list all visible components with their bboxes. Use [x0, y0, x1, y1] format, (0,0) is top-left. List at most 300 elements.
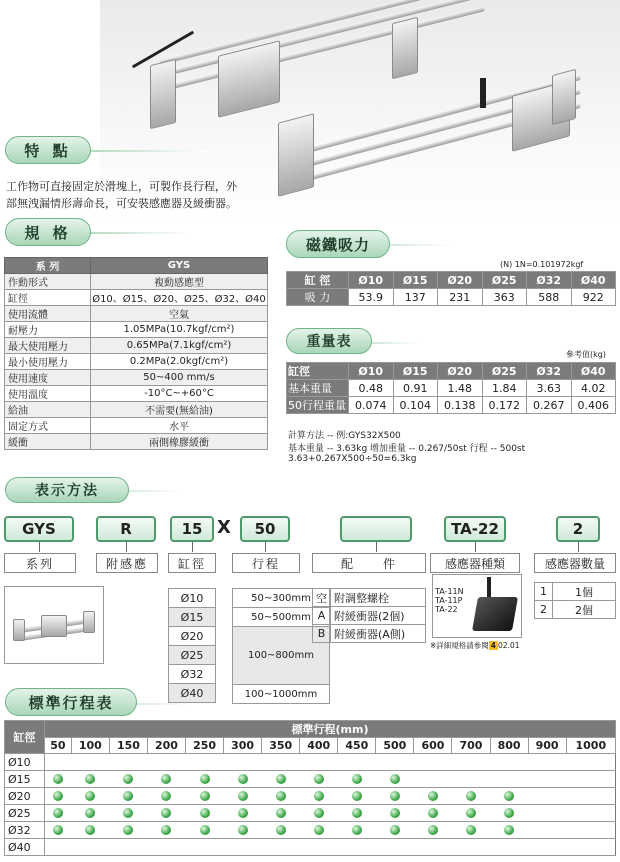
bore-option: Ø10	[169, 589, 216, 608]
weight-value: 1.48	[438, 380, 483, 397]
sensor-qty-desc: 1個	[553, 583, 616, 601]
stroke-cell	[452, 788, 490, 805]
weight-value: 0.074	[349, 397, 394, 414]
stroke-cell	[376, 788, 414, 805]
sensor-image	[432, 574, 522, 638]
stroke-cell	[452, 839, 490, 856]
accessory-row	[313, 625, 426, 643]
availability-dot-icon	[238, 825, 248, 835]
magnet-header-cell: Ø15	[393, 272, 438, 289]
weight-table	[286, 362, 616, 414]
stroke-cell	[300, 754, 338, 771]
specs-row	[5, 434, 268, 450]
stroke-cell	[147, 805, 185, 822]
stroke-cell	[490, 788, 528, 805]
specs-label: 固定方式	[5, 418, 91, 434]
weight-header-cell: Ø20	[438, 363, 483, 380]
stroke-row-bore: Ø32	[5, 822, 45, 839]
stroke-cell	[490, 822, 528, 839]
availability-dot-icon	[390, 791, 400, 801]
accessory-code: A	[313, 607, 331, 625]
availability-dot-icon	[466, 808, 476, 818]
stroke-cell	[414, 788, 452, 805]
specs-label: 耐壓力	[5, 322, 91, 338]
specs-value: 水平	[91, 418, 268, 434]
stroke-cell	[45, 805, 72, 822]
stroke-row-bore: Ø20	[5, 788, 45, 805]
weight-value: 0.267	[527, 397, 572, 414]
specs-row	[5, 370, 268, 386]
magnet-value: 231	[438, 289, 483, 306]
magnet-title: 磁鐵吸力	[286, 230, 390, 258]
stroke-row	[5, 839, 616, 856]
stroke-table-stroke-header: 標準行程(mm)	[45, 721, 616, 738]
specs-value: 複動感應型	[91, 274, 268, 290]
bore-options	[168, 588, 216, 703]
weight-title: 重量表	[286, 328, 372, 354]
features-title: 特 點	[5, 136, 91, 164]
availability-dot-icon	[504, 791, 514, 801]
weight-row-label: 基本重量	[287, 380, 349, 397]
bore-option: Ø20	[169, 627, 216, 646]
stroke-column: 600	[414, 738, 452, 754]
bore-option: Ø40	[169, 684, 216, 703]
availability-dot-icon	[85, 774, 95, 784]
availability-dot-icon	[352, 791, 362, 801]
stroke-cell	[71, 839, 109, 856]
stroke-cell	[224, 839, 262, 856]
stroke-cell	[414, 754, 452, 771]
stroke-cell	[109, 771, 147, 788]
stroke-table-title: 標準行程表	[5, 688, 137, 716]
specs-label: 最大使用壓力	[5, 338, 91, 354]
stroke-row	[5, 788, 616, 805]
availability-dot-icon	[276, 774, 286, 784]
stroke-cell	[224, 788, 262, 805]
stroke-column: 50	[45, 738, 72, 754]
accessory-row	[313, 607, 426, 625]
stroke-cell	[376, 771, 414, 788]
magnet-header-cell: Ø40	[571, 272, 616, 289]
accessory-desc: 附調整螺栓	[331, 589, 426, 607]
magnet-value: 137	[393, 289, 438, 306]
magnet-header-cell: Ø10	[349, 272, 394, 289]
stroke-cell	[376, 805, 414, 822]
sensor-model: TA-11P	[435, 596, 463, 605]
stroke-cell	[45, 822, 72, 839]
specs-label: 作動形式	[5, 274, 91, 290]
availability-dot-icon	[314, 825, 324, 835]
accessory-code: B	[313, 625, 331, 643]
availability-dot-icon	[53, 791, 63, 801]
code-stroke: 50	[240, 516, 290, 542]
stroke-column: 450	[338, 738, 376, 754]
availability-dot-icon	[161, 791, 171, 801]
code-series: GYS	[4, 516, 74, 542]
stroke-cell	[414, 822, 452, 839]
magnet-header-cell: Ø32	[527, 272, 572, 289]
stroke-cell	[147, 839, 185, 856]
specs-header-value: GYS	[91, 258, 268, 274]
stroke-cell	[338, 805, 376, 822]
stroke-cell	[109, 839, 147, 856]
stroke-cell	[414, 839, 452, 856]
bore-option: Ø25	[169, 646, 216, 665]
specs-label: 緩衝	[5, 434, 91, 450]
stroke-row-bore: Ø40	[5, 839, 45, 856]
specs-label: 給油	[5, 402, 91, 418]
stroke-cell	[186, 771, 224, 788]
availability-dot-icon	[200, 825, 210, 835]
stroke-column: 900	[528, 738, 566, 754]
stroke-cell	[528, 805, 566, 822]
specs-row	[5, 290, 268, 306]
availability-dot-icon	[352, 825, 362, 835]
stroke-range: 100~800mm	[233, 627, 330, 685]
stroke-cell	[186, 822, 224, 839]
weight-value: 0.406	[571, 397, 616, 414]
stroke-cell	[566, 771, 615, 788]
specs-value: 0.2MPa(2.0kgf/cm²)	[91, 354, 268, 370]
weight-calc-3: 3.63+0.267X500÷50=6.3kg	[288, 454, 417, 464]
weight-value: 0.172	[482, 397, 527, 414]
sensor-note-page-badge: 4	[490, 641, 497, 650]
stroke-cell	[109, 822, 147, 839]
stroke-cell	[490, 754, 528, 771]
stroke-column: 250	[186, 738, 224, 754]
code-x: X	[217, 517, 231, 538]
accessory-desc: 附緩衝器(2個)	[331, 607, 426, 625]
availability-dot-icon	[161, 808, 171, 818]
specs-value: 50~400 mm/s	[91, 370, 268, 386]
availability-dot-icon	[53, 808, 63, 818]
stroke-cell	[224, 805, 262, 822]
features-text-1: 工作物可直接固定於滑塊上，可製作長行程，外	[6, 180, 237, 193]
stroke-cell	[45, 788, 72, 805]
stroke-column: 800	[490, 738, 528, 754]
availability-dot-icon	[85, 825, 95, 835]
bore-option: Ø15	[169, 608, 216, 627]
availability-dot-icon	[123, 808, 133, 818]
sensor-model: TA-22	[435, 605, 458, 614]
stroke-column: 300	[224, 738, 262, 754]
stroke-cell	[224, 771, 262, 788]
availability-dot-icon	[352, 808, 362, 818]
availability-dot-icon	[428, 791, 438, 801]
weight-value: 0.138	[438, 397, 483, 414]
stroke-cell	[300, 771, 338, 788]
availability-dot-icon	[161, 825, 171, 835]
stroke-cell	[71, 805, 109, 822]
stroke-cell	[71, 822, 109, 839]
specs-value: 不需要(無給油)	[91, 402, 268, 418]
stroke-cell	[338, 839, 376, 856]
specs-value: 兩側橡膠緩衝	[91, 434, 268, 450]
stroke-cell	[186, 805, 224, 822]
stroke-column: 400	[300, 738, 338, 754]
label-bore: 缸徑	[168, 553, 216, 573]
stroke-cell	[528, 771, 566, 788]
label-stroke: 行程	[232, 553, 300, 573]
features-text-2: 部無洩漏情形壽命長，可安裝感應器及緩衝器。	[6, 197, 237, 210]
stroke-cell	[528, 839, 566, 856]
specs-label: 使用溫度	[5, 386, 91, 402]
weight-note: 參考值(kg)	[566, 350, 606, 359]
availability-dot-icon	[123, 791, 133, 801]
stroke-cell	[414, 771, 452, 788]
weight-value: 0.48	[349, 380, 394, 397]
stroke-cell	[452, 822, 490, 839]
stroke-cell	[262, 754, 300, 771]
sensor-qty-options	[534, 582, 616, 619]
code-bore: 15	[170, 516, 214, 542]
weight-value: 1.84	[482, 380, 527, 397]
specs-row	[5, 322, 268, 338]
weight-header-cell: Ø15	[393, 363, 438, 380]
specs-title: 規 格	[5, 218, 91, 246]
stroke-cell	[566, 839, 615, 856]
label-sensor: 附感應	[96, 553, 158, 573]
stroke-cell	[262, 771, 300, 788]
sensor-qty-number: 2	[535, 601, 553, 619]
series-thumbnail	[4, 586, 104, 664]
stroke-row-bore: Ø25	[5, 805, 45, 822]
stroke-range: 50~300mm	[233, 589, 330, 608]
magnet-header-cell: Ø25	[482, 272, 527, 289]
stroke-row	[5, 822, 616, 839]
specs-header-label: 系 列	[5, 258, 91, 274]
stroke-cell	[528, 788, 566, 805]
accessory-desc: 附緩衝器(A側)	[331, 625, 426, 643]
stroke-cell	[147, 788, 185, 805]
stroke-cell	[300, 839, 338, 856]
availability-dot-icon	[390, 825, 400, 835]
stroke-cell	[147, 771, 185, 788]
specs-value: 空氣	[91, 306, 268, 322]
availability-dot-icon	[238, 774, 248, 784]
specs-row	[5, 402, 268, 418]
availability-dot-icon	[466, 791, 476, 801]
stroke-cell	[490, 771, 528, 788]
accessory-row	[313, 589, 426, 607]
stroke-column: 100	[71, 738, 109, 754]
magnet-row-label: 吸 力	[287, 289, 349, 306]
availability-dot-icon	[53, 825, 63, 835]
specs-label: 缸徑	[5, 290, 91, 306]
stroke-column: 500	[376, 738, 414, 754]
specs-row	[5, 386, 268, 402]
accessory-code: 空	[313, 589, 331, 607]
stroke-cell	[490, 839, 528, 856]
stroke-cell	[262, 839, 300, 856]
stroke-column: 700	[452, 738, 490, 754]
stroke-cell	[490, 805, 528, 822]
specs-label: 使用流體	[5, 306, 91, 322]
availability-dot-icon	[314, 774, 324, 784]
availability-dot-icon	[428, 808, 438, 818]
availability-dot-icon	[200, 808, 210, 818]
code-accessory	[340, 516, 412, 542]
stroke-column: 350	[262, 738, 300, 754]
stroke-range: 50~500mm	[233, 608, 330, 627]
availability-dot-icon	[123, 774, 133, 784]
sensor-note-prefix: ※詳細規格請參閱	[430, 641, 489, 650]
magnet-header-cell: 缸 徑	[287, 272, 349, 289]
sensor-qty-row	[535, 601, 616, 619]
stroke-row-bore: Ø15	[5, 771, 45, 788]
weight-header-cell: Ø25	[482, 363, 527, 380]
weight-value: 4.02	[571, 380, 616, 397]
specs-value: Ø10、Ø15、Ø20、Ø25、Ø32、Ø40	[91, 290, 268, 306]
stroke-cell	[45, 754, 72, 771]
sensor-qty-desc: 2個	[553, 601, 616, 619]
stroke-cell	[528, 822, 566, 839]
weight-header-cell: Ø40	[571, 363, 616, 380]
weight-calc-2: 基本重量 -- 3.63kg 增加重量 -- 0.267/50st 行程 -- 500st	[288, 444, 526, 454]
magnet-header-cell: Ø20	[438, 272, 483, 289]
stroke-table-bore-header: 缸徑	[5, 721, 45, 754]
sensor-model: TA-11N	[435, 587, 464, 596]
stroke-cell	[147, 754, 185, 771]
weight-header-cell: Ø10	[349, 363, 394, 380]
stroke-cell	[376, 839, 414, 856]
stroke-cell	[566, 822, 615, 839]
magnet-value: 588	[527, 289, 572, 306]
stroke-cell	[452, 754, 490, 771]
weight-row	[287, 380, 616, 397]
availability-dot-icon	[314, 791, 324, 801]
label-series: 系列	[4, 553, 76, 573]
specs-value: 0.65MPa(7.1kgf/cm²)	[91, 338, 268, 354]
availability-dot-icon	[466, 825, 476, 835]
weight-calc-1: 計算方法 -- 例:GYS32X500	[288, 431, 401, 441]
weight-row	[287, 397, 616, 414]
availability-dot-icon	[276, 808, 286, 818]
sensor-qty-row	[535, 583, 616, 601]
availability-dot-icon	[238, 791, 248, 801]
stroke-cell	[109, 754, 147, 771]
specs-label: 最小使用壓力	[5, 354, 91, 370]
accessory-options	[312, 588, 426, 643]
code-sensor-qty: 2	[556, 516, 600, 542]
stroke-row	[5, 805, 616, 822]
bore-option: Ø32	[169, 665, 216, 684]
specs-row	[5, 418, 268, 434]
stroke-cell	[566, 754, 615, 771]
stroke-cell	[45, 839, 72, 856]
magnet-value: 363	[482, 289, 527, 306]
stroke-cell	[45, 771, 72, 788]
stroke-row	[5, 754, 616, 771]
stroke-cell	[338, 754, 376, 771]
label-accessory: 配 件	[312, 553, 426, 573]
code-sensor: R	[96, 516, 156, 542]
label-sensor-type: 感應器種類	[430, 553, 520, 573]
stroke-cell	[262, 805, 300, 822]
specs-row	[5, 274, 268, 290]
stroke-cell	[147, 822, 185, 839]
stroke-cell	[376, 754, 414, 771]
stroke-cell	[376, 822, 414, 839]
availability-dot-icon	[314, 808, 324, 818]
sensor-note-suffix: 02.01	[498, 641, 520, 650]
availability-dot-icon	[85, 808, 95, 818]
availability-dot-icon	[200, 791, 210, 801]
magnet-table	[286, 271, 616, 306]
stroke-cell	[262, 788, 300, 805]
weight-header-cell: Ø32	[527, 363, 572, 380]
stroke-column: 200	[147, 738, 185, 754]
availability-dot-icon	[276, 791, 286, 801]
stroke-cell	[71, 771, 109, 788]
availability-dot-icon	[428, 825, 438, 835]
stroke-cell	[300, 788, 338, 805]
stroke-column: 1000	[566, 738, 615, 754]
weight-header-cell: 缸徑	[287, 363, 349, 380]
stroke-cell	[338, 822, 376, 839]
availability-dot-icon	[390, 808, 400, 818]
availability-dot-icon	[504, 808, 514, 818]
availability-dot-icon	[53, 774, 63, 784]
stroke-cell	[452, 771, 490, 788]
stroke-cell	[109, 805, 147, 822]
specs-value: 1.05MPa(10.7kgf/cm²)	[91, 322, 268, 338]
specs-row	[5, 338, 268, 354]
availability-dot-icon	[200, 774, 210, 784]
stroke-cell	[566, 788, 615, 805]
availability-dot-icon	[85, 791, 95, 801]
stroke-cell	[224, 754, 262, 771]
availability-dot-icon	[276, 825, 286, 835]
stroke-cell	[300, 822, 338, 839]
specs-label: 使用速度	[5, 370, 91, 386]
weight-value: 0.104	[393, 397, 438, 414]
stroke-cell	[262, 822, 300, 839]
stroke-cell	[338, 771, 376, 788]
availability-dot-icon	[390, 774, 400, 784]
label-sensor-qty: 感應器數量	[534, 553, 616, 573]
specs-value: -10°C~+60°C	[91, 386, 268, 402]
weight-value: 0.91	[393, 380, 438, 397]
stroke-cell	[338, 788, 376, 805]
weight-row-label: 50行程重量	[287, 397, 349, 414]
magnet-value: 922	[571, 289, 616, 306]
stroke-cell	[186, 788, 224, 805]
stroke-cell	[71, 788, 109, 805]
stroke-cell	[224, 822, 262, 839]
stroke-cell	[528, 754, 566, 771]
specs-table	[4, 257, 268, 450]
specs-row	[5, 306, 268, 322]
stroke-cell	[300, 805, 338, 822]
stroke-row-bore: Ø10	[5, 754, 45, 771]
availability-dot-icon	[238, 808, 248, 818]
stroke-column: 150	[109, 738, 147, 754]
stroke-row	[5, 771, 616, 788]
availability-dot-icon	[504, 825, 514, 835]
availability-dot-icon	[123, 825, 133, 835]
ordering-title: 表示方法	[5, 477, 129, 503]
stroke-cell	[186, 754, 224, 771]
availability-dot-icon	[352, 774, 362, 784]
sensor-note	[430, 640, 520, 651]
specs-row	[5, 354, 268, 370]
magnet-note: (N) 1N=0.101972kgf	[500, 260, 584, 269]
weight-value: 3.63	[527, 380, 572, 397]
stroke-table	[4, 720, 616, 856]
stroke-cell	[71, 754, 109, 771]
code-sensor-type: TA-22	[444, 516, 506, 542]
